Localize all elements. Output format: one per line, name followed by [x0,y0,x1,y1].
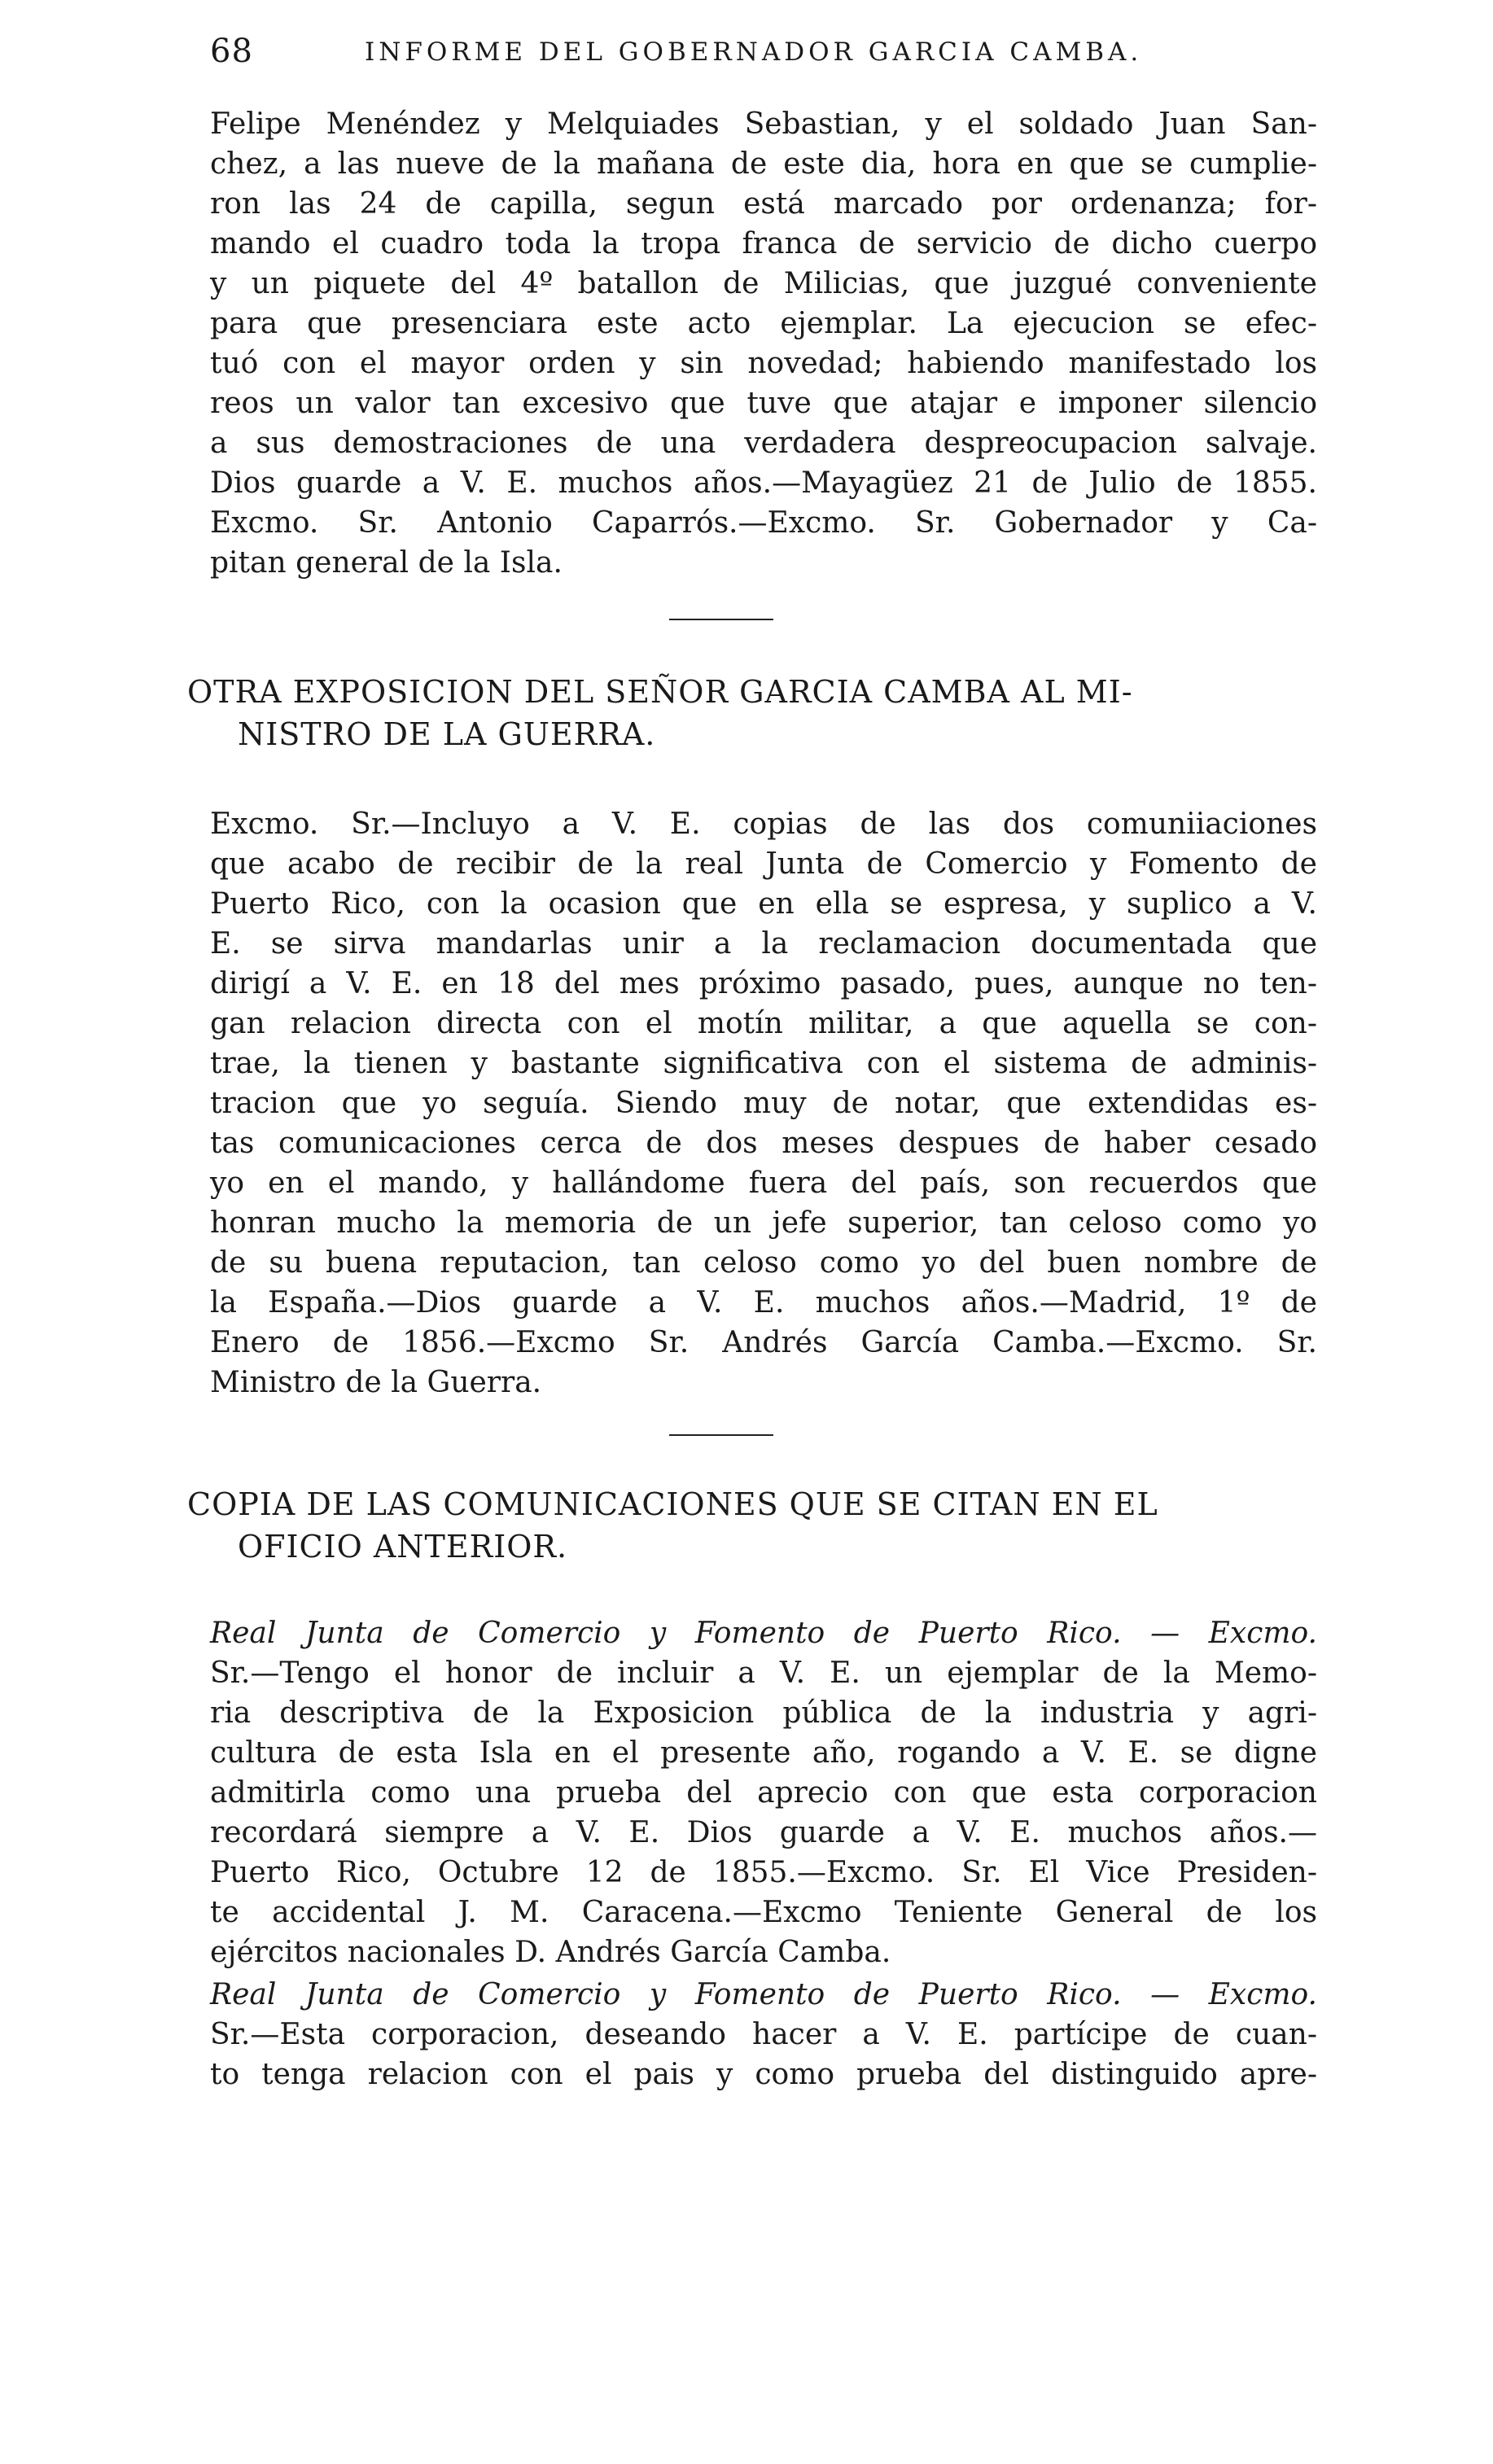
heading-line: COPIA DE LAS COMUNICACIONES QUE SE CITAN EN EL [187,1486,1158,1522]
page-header [210,33,1317,81]
text-line: mando el cuadro toda la tropa franca de servicio de dicho cuerpo [210,227,1317,260]
text-line: tuó con el mayor orden y sin novedad; habiendo manifestado los [210,347,1317,380]
text-line: E. se sirva mandarlas unir a la reclamacion documentada que [210,927,1317,961]
text-line: ron las 24 de capilla, segun está marcado por ordenanza; for- [210,187,1317,221]
heading-line: OFICIO ANTERIOR. [238,1529,568,1565]
text-line: que acabo de recibir de la real Junta de Comercio y Fomento de [210,847,1317,881]
text-line: ejércitos nacionales D. Andrés García Camba. [210,1936,891,1969]
paragraph-second-communication [210,1975,1317,2094]
text-line: Enero de 1856.—Excmo Sr. Andrés García Camba.—Excmo. Sr. [210,1326,1317,1359]
text-line: cultura de esta Isla en el presente año, rogando a V. E. se digne [210,1736,1317,1770]
text-line: honran mucho la memoria de un jefe superior, tan celoso como yo [210,1206,1317,1240]
text-line: gan relacion directa con el motín militar, a que aquella se con- [210,1007,1317,1040]
text-line: Puerto Rico, con la ocasion que en ella se espresa, y suplico a V. [210,887,1317,921]
text-line: para que presenciara este acto ejemplar. La ejecucion se efec- [210,307,1317,340]
text-line: yo en el mando, y hallándome fuera del país, son recuerdos que [210,1166,1317,1200]
text-line: Ministro de la Guerra. [210,1366,542,1399]
text-line: a sus demostraciones de una verdadera despreocupacion salvaje. [210,427,1317,460]
text-line: tas comunicaciones cerca de dos meses despues de haber cesado [210,1127,1317,1160]
text-line: to tenga relacion con el pais y como prueba del distinguido apre- [210,2058,1317,2091]
text-line: Excmo. Sr.—Incluyo a V. E. copias de las dos comuniiaciones [210,807,1317,841]
section-divider [669,619,773,620]
institution-name: Real Junta de Comercio y Fomento de Puerto Rico. — Excmo. [210,1978,1317,2011]
paragraph-execution-report [210,104,1317,583]
text-line: Sr.—Esta corporacion, deseando hacer a V. E. partícipe de cuan- [210,2018,1317,2051]
text-line: dirigí a V. E. en 18 del mes próximo pasado, pues, aunque no ten- [210,967,1317,1000]
text-line [210,1613,1317,1653]
text-line: recordará siempre a V. E. Dios guarde a V. E. muchos años.— [210,1816,1317,1849]
text-line: Excmo. Sr. Antonio Caparrós.—Excmo. Sr. Gobernador y Ca- [210,506,1317,540]
section-heading [187,1483,1327,1568]
text-line: ria descriptiva de la Exposicion pública de la industria y agri- [210,1696,1317,1730]
text-line: Sr.—Tengo el honor de incluir a V. E. un ejemplar de la Memo- [210,1657,1317,1690]
text-line: tracion que yo seguía. Siendo muy de notar, que extendidas es- [210,1087,1317,1120]
text-line: la España.—Dios guarde a V. E. muchos años.—Madrid, 1º de [210,1286,1317,1320]
text-line: admitirla como una prueba del aprecio con que esta corporacion [210,1776,1317,1810]
text-line: Puerto Rico, Octubre 12 de 1855.—Excmo. Sr. El Vice Presiden- [210,1856,1317,1889]
text-line [210,1975,1317,2015]
text-line: Dios guarde a V. E. muchos años.—Mayagüez 21 de Julio de 1855. [210,466,1317,500]
heading-line: NISTRO DE LA GUERRA. [238,716,656,752]
paragraph-letter-to-minister [210,804,1317,1403]
section-heading [187,671,1327,755]
institution-name: Real Junta de Comercio y Fomento de Puerto Rico. — Excmo. [210,1617,1317,1650]
section-divider [669,1434,773,1436]
text-line: de su buena reputacion, tan celoso como yo del buen nombre de [210,1246,1317,1280]
text-line: reos un valor tan excesivo que tuve que atajar e imponer silencio [210,387,1317,420]
text-line: Felipe Menéndez y Melquiades Sebastian, y el soldado Juan San- [210,107,1317,141]
page-number: 68 [210,33,253,70]
text-line: te accidental J. M. Caracena.—Excmo Teniente General de los [210,1896,1317,1929]
text-line: trae, la tienen y bastante significativa con el sistema de adminis- [210,1047,1317,1080]
text-line: pitan general de la Isla. [210,546,563,580]
running-head: INFORME DEL GOBERNADOR GARCIA CAMBA. [365,37,1143,67]
text-line: chez, a las nueve de la mañana de este dia, hora en que se cumplie- [210,147,1317,181]
text-line: y un piquete del 4º batallon de Milicias, que juzgué conveniente [210,267,1317,300]
heading-line: OTRA EXPOSICION DEL SEÑOR GARCIA CAMBA AL MI- [187,674,1133,710]
paragraph-first-communication [210,1613,1317,1972]
